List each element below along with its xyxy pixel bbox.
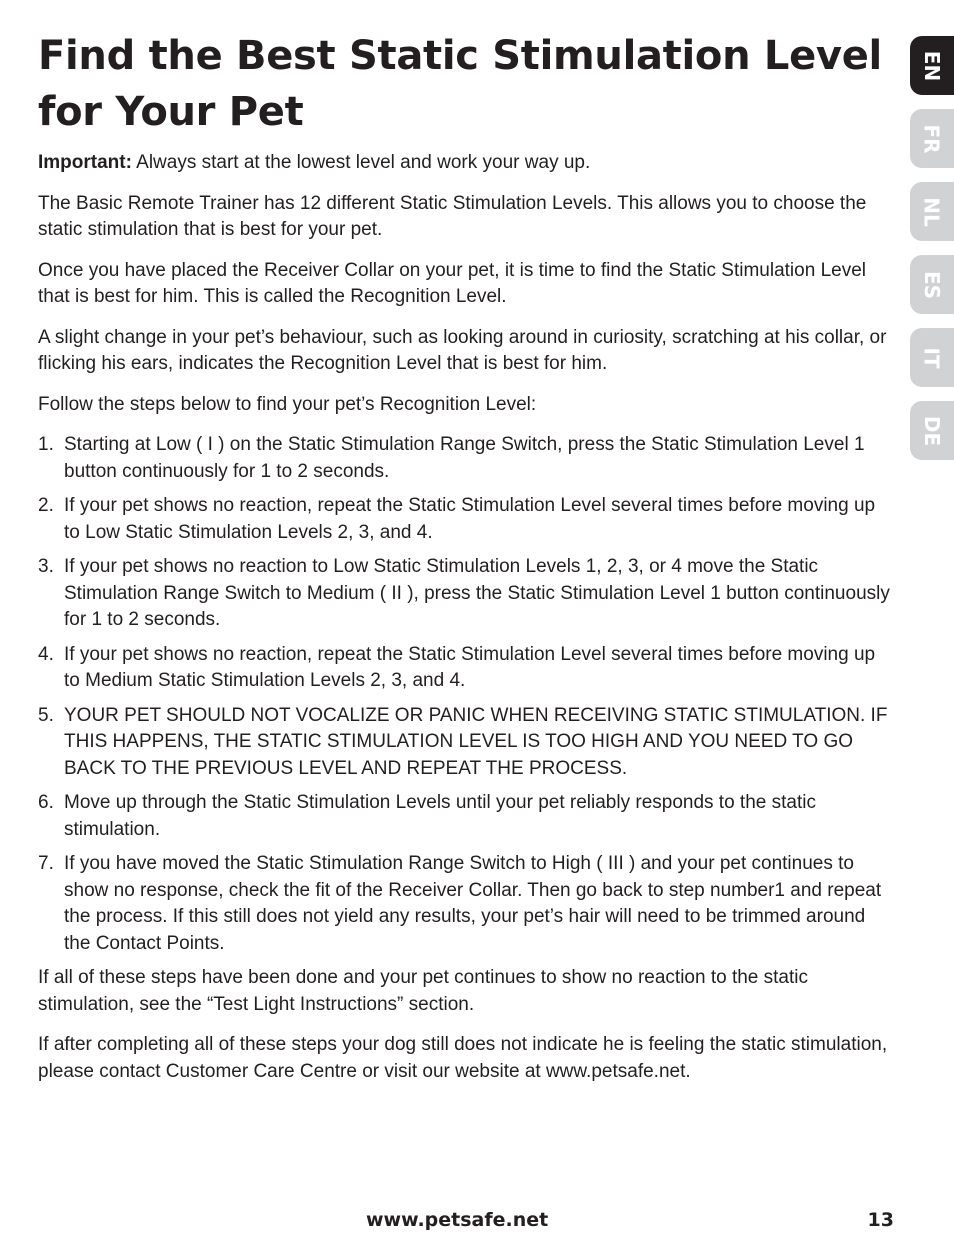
step-text: Move up through the Static Stimulation Levels until your pet reliably responds to the static stimulation.: [64, 792, 816, 840]
steps-list: [38, 432, 896, 957]
footer-url: www.petsafe.net: [366, 1209, 549, 1231]
placement-paragraph: Once you have placed the Receiver Collar on your pet, it is time to find the Static Stimulation Level that is best for him. This is called the Recognition Level.: [38, 259, 866, 307]
language-tab-label: ES: [919, 270, 944, 299]
step-text: If you have moved the Static Stimulation Range Switch to High ( III ) and your pet continues to show no response, check the fit of the Receiver Collar. Then go back to step number1 and repeat the process. If this still does not yield any results, your pet’s hair will need to be trimmed around the Contact Points.: [64, 853, 882, 954]
step-item: [38, 851, 896, 957]
step-item: [38, 703, 896, 783]
language-tab-en[interactable]: [910, 36, 954, 95]
language-tab-it[interactable]: [910, 328, 954, 387]
language-tab-label: FR: [920, 123, 944, 154]
language-tab-fr[interactable]: [910, 109, 954, 168]
language-tab-label: EN: [920, 50, 944, 81]
step-item: [38, 554, 896, 634]
language-tab-nl[interactable]: [910, 182, 954, 241]
language-tab-es[interactable]: [910, 255, 954, 314]
step-item: [38, 432, 896, 485]
step-number: 6.: [38, 792, 54, 813]
important-label: Important:: [38, 152, 132, 173]
step-text: If your pet shows no reaction, repeat the Static Stimulation Level several times before moving up to Medium Static Stimulation Levels 2, 3, and 4.: [64, 643, 876, 691]
intro-paragraph: The Basic Remote Trainer has 12 different Static Stimulation Levels. This allows you to choose the static stimulation that is best for your pet.: [38, 192, 867, 240]
important-note: [38, 150, 896, 177]
step-text: If your pet shows no reaction, repeat the Static Stimulation Level several times before moving up to Low Static Stimulation Levels 2, 3, and 4.: [64, 495, 876, 543]
customer-care-paragraph: If after completing all of these steps your dog still does not indicate he is feeling the static stimulation, please contact Customer Care Centre or visit our website at www.petsafe.net.: [38, 1034, 888, 1082]
language-tab-label: NL: [919, 196, 944, 227]
no-reaction-paragraph: If all of these steps have been done and your pet continues to show no reaction to the static stimulation, see the “Test Light Instructions” section.: [38, 967, 809, 1015]
step-number: 2.: [38, 495, 54, 516]
page-title: Find the Best Static Stimulation Level for Your Pet: [38, 33, 882, 135]
step-number: 5.: [38, 704, 54, 726]
step-text: If your pet shows no reaction to Low Static Stimulation Levels 1, 2, 3, or 4 move the Static Stimulation Range Switch to Medium ( II ), press the Static Stimulation Level 1 button continuously for 1 to 2 seconds.: [64, 556, 890, 630]
behaviour-paragraph: A slight change in your pet’s behaviour, such as looking around in curiosity, scratching at his collar, or flicking his ears, indicates the Recognition Level that is best for him.: [38, 326, 887, 374]
important-text: Always start at the lowest level and work your way up.: [131, 152, 591, 173]
language-tab-label: DE: [919, 415, 944, 446]
step-text: Starting at Low ( I ) on the Static Stimulation Range Switch, press the Static Stimulation Level 1 button continuously for 1 to 2 seconds.: [64, 434, 865, 482]
step-number: 1.: [38, 434, 54, 455]
step-item: [38, 790, 896, 843]
step-number: 7.: [38, 853, 54, 874]
language-tabs: [910, 36, 954, 474]
step-item: [38, 493, 896, 546]
step-text: YOUR PET SHOULD NOT VOCALIZE OR PANIC WHEN RECEIVING STATIC STIMULATION. IF THIS HAPPENS, THE STATIC STIMULATION LEVEL IS TOO HIGH AND YOU NEED TO GO BACK TO THE PREVIOUS LEVEL AND REPEAT THE PROCESS.: [64, 704, 888, 779]
page-content: [38, 28, 896, 1099]
page-number: 13: [867, 1209, 894, 1231]
step-item: [38, 642, 896, 695]
step-number: 3.: [38, 556, 54, 577]
step-number: 4.: [38, 643, 54, 665]
language-tab-de[interactable]: [910, 401, 954, 460]
language-tab-label: IT: [920, 346, 944, 369]
steps-intro-paragraph: Follow the steps below to find your pet’s Recognition Level:: [38, 393, 537, 415]
